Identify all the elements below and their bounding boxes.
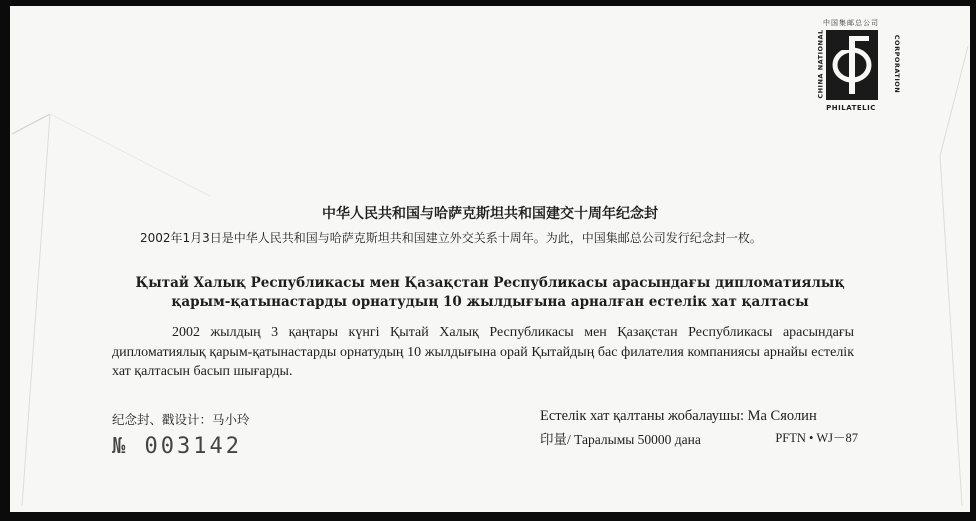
logo-side-left: CHINA NATIONAL <box>816 29 825 99</box>
chinese-title: 中华人民共和国与哈萨克斯坦共和国建交十周年纪念封 <box>322 206 658 222</box>
designer-cn: 纪念封、戳设计：马小玲 <box>112 412 250 427</box>
envelope-back <box>10 6 970 512</box>
logo-side-right: CORPORATION <box>893 34 902 94</box>
logo-bottom-text: PHILATELIC <box>826 104 876 112</box>
kazakh-paragraph: 2002 жылдың 3 қаңтары күнгі Қытай Халық Республикасы мен Қазақстан Республикасы арасындағы дипломатиялық қарым-қатынастарды орнатудың 10 жылдығына орай Қытайдың бас филателия компаниясы арнайы естелік хат қалтасын басып шығарды. <box>112 325 854 379</box>
print-run-line <box>540 428 858 448</box>
kazakh-title <box>10 274 970 312</box>
logo-emblem <box>826 30 878 100</box>
philatelic-logo <box>808 18 902 114</box>
serial-number: № 003142 <box>112 434 242 459</box>
print-run: 印量/ Таралымы 50000 дана <box>540 432 701 447</box>
issue-code: PFTN • WJ－87 <box>775 431 858 445</box>
chinese-paragraph: 2002年1月3日是中华人民共和国与哈萨克斯坦共和国建立外交关系十周年。为此，中国集邮总公司发行纪念封一枚。 <box>140 231 762 245</box>
kazakh-title-line2: қарым-қатынастарды орнатудың 10 жылдығына арналған естелік хат қалтасы <box>171 294 809 310</box>
logo-company-cn: 中国集邮总公司 <box>823 19 879 27</box>
designer-kz: Естелік хат қалтаны жобалаушы: Ма Сяолин <box>540 408 817 424</box>
kazakh-title-line1: Қытай Халық Республикасы мен Қазақстан Республикасы арасындағы дипломатиялық <box>135 275 845 291</box>
phi-icon <box>826 30 878 100</box>
